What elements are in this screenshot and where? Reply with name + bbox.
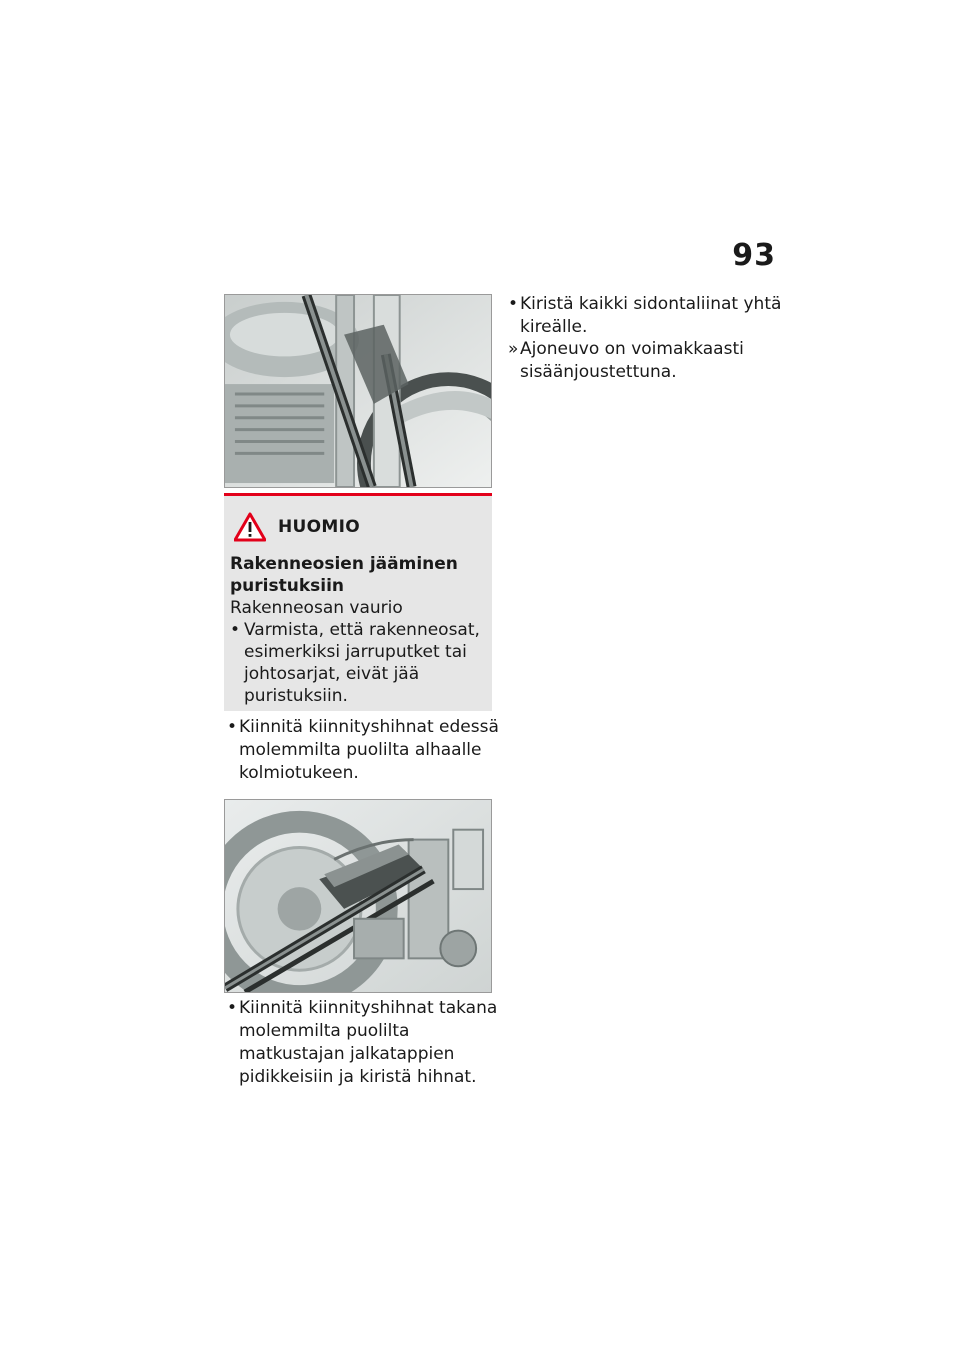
page-number: 93 [732,238,776,273]
notice-bullet: • Varmista, että rakenneosat, esimerkiksi jarruputket tai johtosarjat, eivät jää puristuksiin. [230,619,484,707]
result-marker: » [508,339,519,359]
bullet-marker: • [227,717,238,737]
rear-strap-illustration [224,799,492,993]
step-front-strap-text: Kiinnitä kiinnityshihnat edessä molemmilta puolilta alhaalle kolmiotukeen. [239,717,499,783]
step-rear-strap [227,997,509,1089]
notice-heading: Rakenneosien jääminen puristuksiin [230,554,458,596]
bullet-marker: • [227,998,238,1018]
front-strap-illustration [224,294,492,488]
step-rear-strap-text: Kiinnitä kiinnityshihnat takana molemmilta puolilta matkustajan jalkatappien pidikkeisiin ja kiristä hihnat. [239,998,498,1087]
warning-triangle-icon [234,512,266,542]
warning-notice [224,493,492,711]
bullet-marker: • [508,294,519,314]
step-tighten [508,293,792,339]
step-front-strap [227,716,507,785]
notice-title: HUOMIO [278,517,360,537]
result-text-content: Ajoneuvo on voimakkaasti sisäänjoustettuna. [520,339,744,382]
notice-text: Rakenneosan vaurio [230,598,403,618]
result-text [508,338,792,384]
step-tighten-text: Kiristä kaikki sidontaliinat yhtä kireälle. [520,294,782,337]
notice-header [230,510,484,544]
